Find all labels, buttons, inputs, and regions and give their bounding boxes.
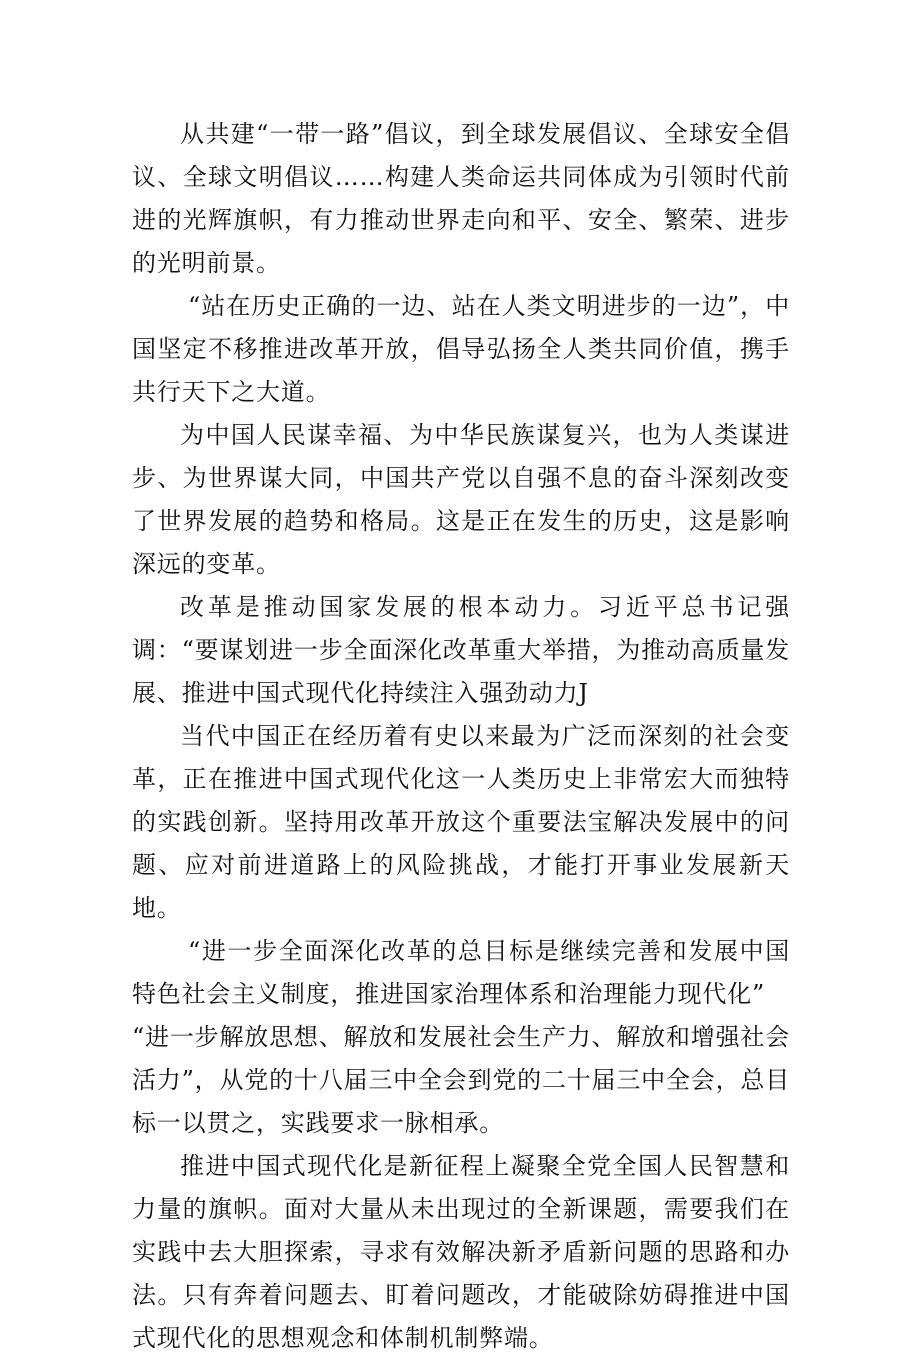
paragraph-2: “站在历史正确的一边、站在人类文明进步的一边”，中国坚定不移推进改革开放，倡导弘扬全人类共同价值，携手共行天下之大道。: [132, 292, 790, 406]
paragraph-7: “进一步解放思想、解放和发展社会生产力、解放和增强社会活力”，从党的十八届三中全会到党的二十届三中全会，总目标一以贯之，实践要求一脉相承。: [132, 1023, 790, 1137]
document-body: [132, 113, 790, 1360]
paragraph-8: 推进中国式现代化是新征程上凝聚全党全国人民智慧和力量的旗帜。面对大量从未出现过的全新课题，需要我们在实践中去大胆探索，寻求有效解决新矛盾新问题的思路和办法。只有奔着问题去、盯着问题改，才能破除妨碍推进中国式现代化的思想观念和体制机制弊端。: [132, 1152, 790, 1352]
paragraph-1: 从共建“一带一路”倡议，到全球发展倡议、全球安全倡议、全球文明倡议……构建人类命运共同体成为引领时代前进的光辉旗帜，有力推动世界走向和平、安全、繁荣、进步的光明前景。: [132, 120, 790, 277]
paragraph-3: 为中国人民谋幸福、为中华民族谋复兴，也为人类谋进步、为世界谋大同，中国共产党以自强不息的奋斗深刻改变了世界发展的趋势和格局。这是正在发生的历史，这是影响深远的变革。: [132, 421, 790, 578]
paragraph-4: 改革是推动国家发展的根本动力。习近平总书记强调：“要谋划进一步全面深化改革重大举措，为推动高质量发展、推进中国式现代化持续注入强劲动力J: [132, 593, 790, 707]
paragraph-6: “进一步全面深化改革的总目标是继续完善和发展中国特色社会主义制度，推进国家治理体系和治理能力现代化”: [132, 937, 790, 1008]
paragraph-5: 当代中国正在经历着有史以来最为广泛而深刻的社会变革，正在推进中国式现代化这一人类历史上非常宏大而独特的实践创新。坚持用改革开放这个重要法宝解决发展中的问题、应对前进道路上的风险挑战，才能打开事业发展新天地。: [132, 722, 790, 922]
